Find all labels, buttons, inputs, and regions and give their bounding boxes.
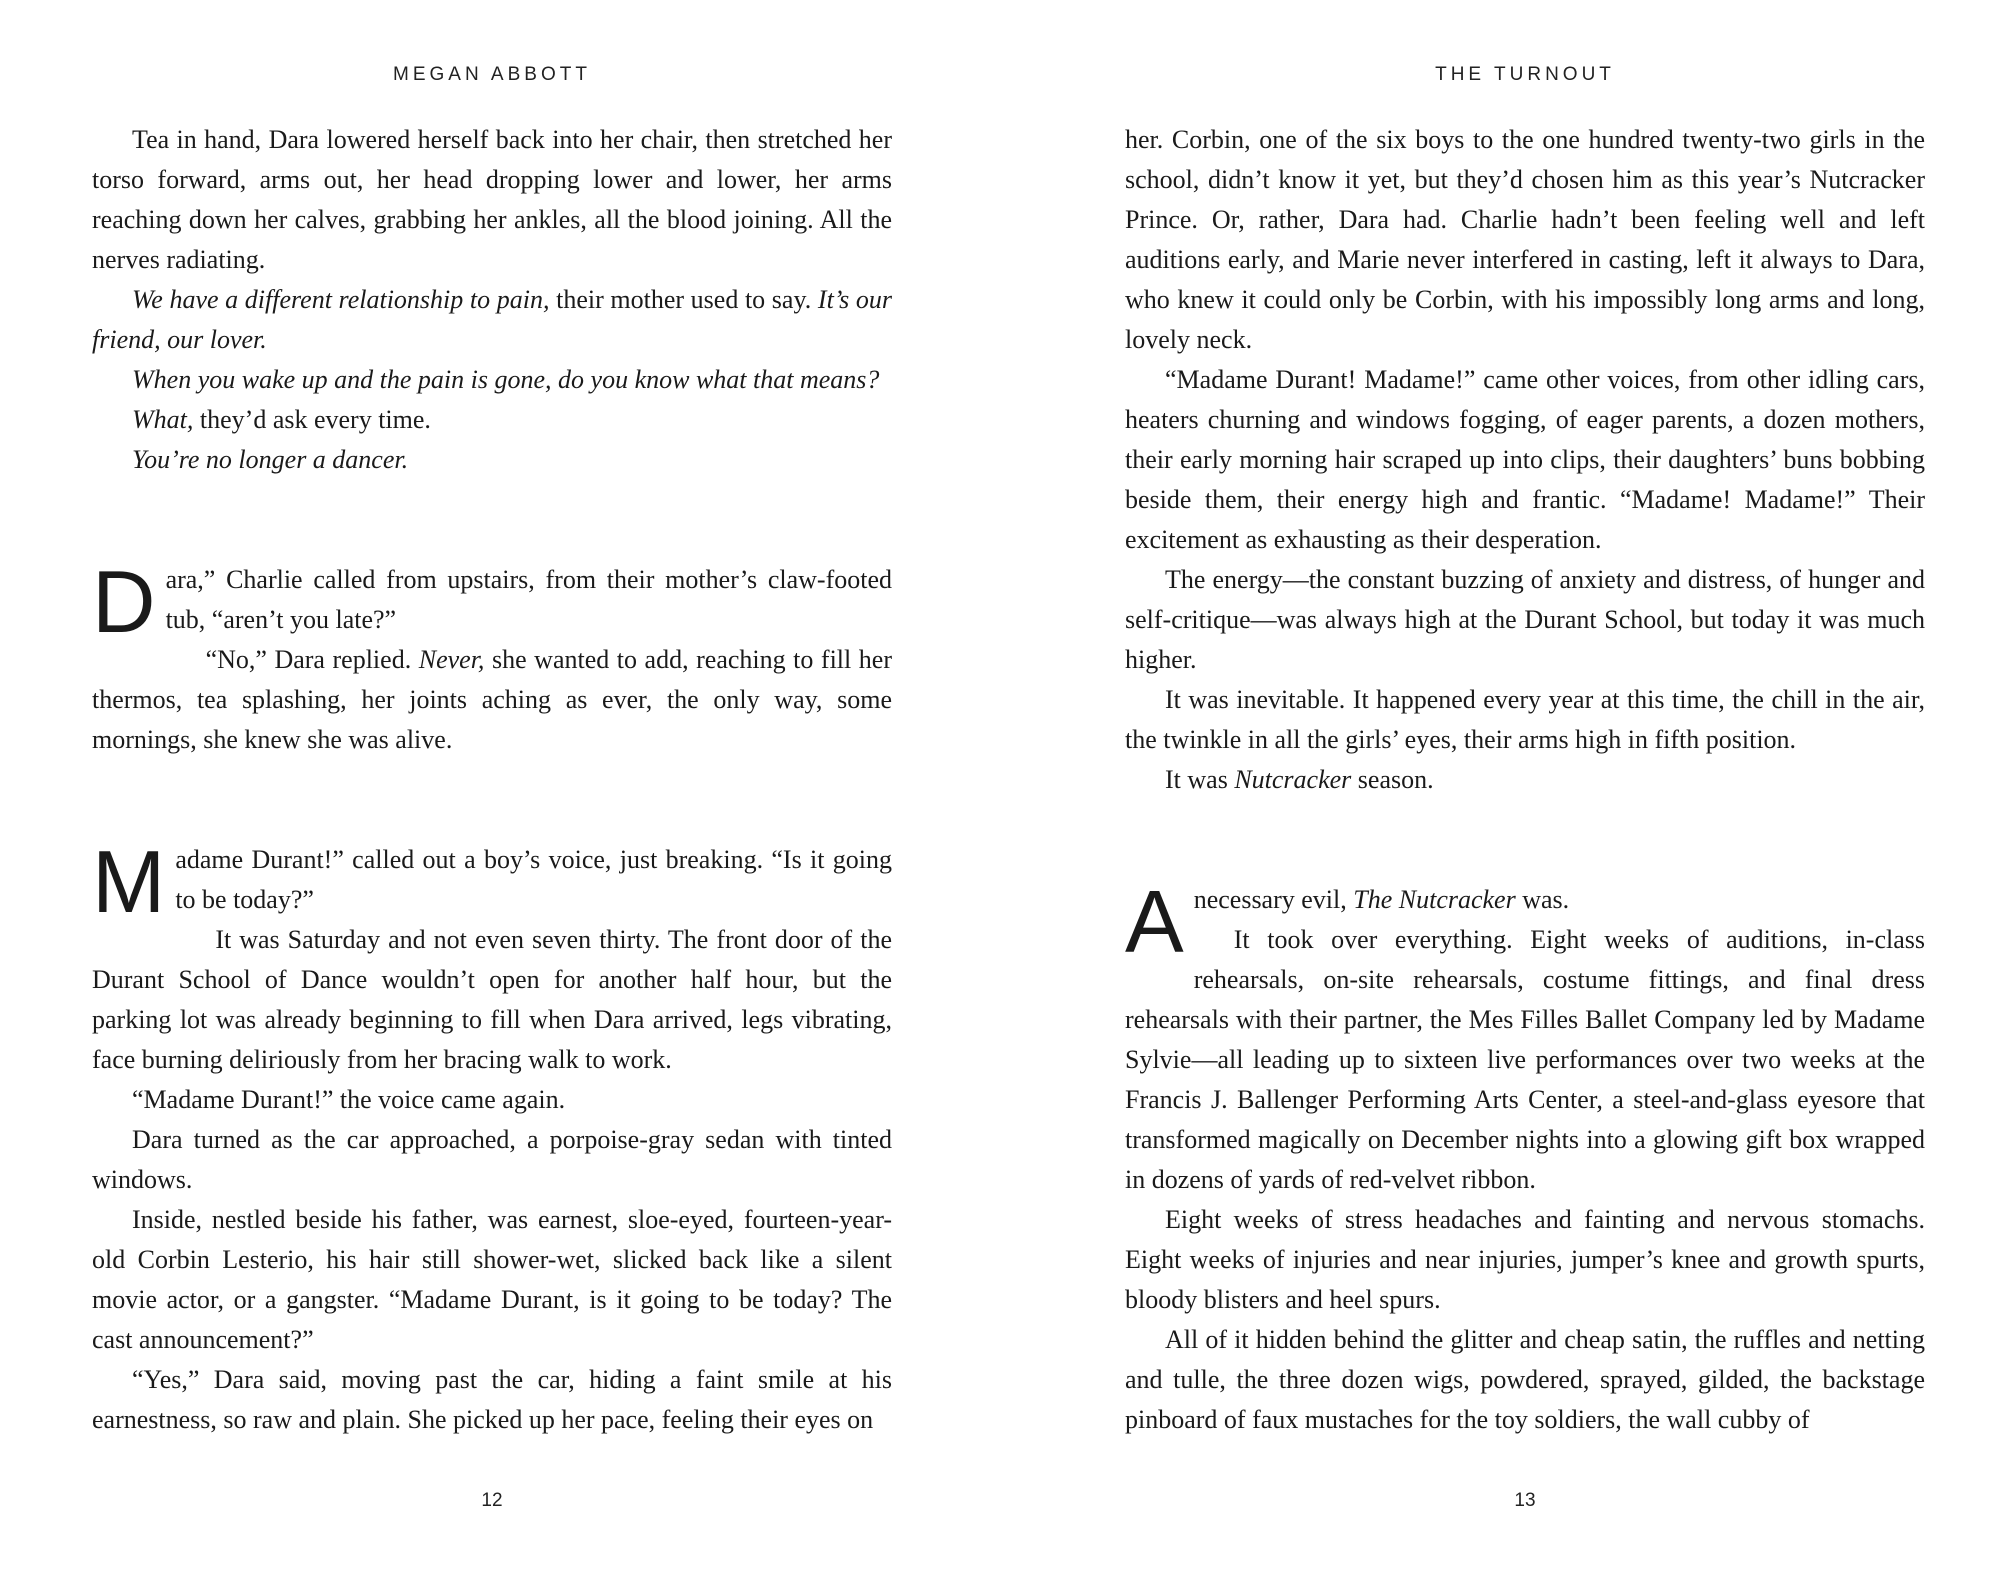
running-head-title: THE TURNOUT <box>1435 64 1615 85</box>
page-number: 13 <box>1514 1490 1536 1511</box>
right-page <box>1000 0 2000 1580</box>
text-run: they’d ask every time. <box>193 405 431 434</box>
text-run: It was <box>1165 765 1235 794</box>
paragraph-dropcap <box>92 832 892 931</box>
italic-text: What, <box>132 405 194 434</box>
section-break <box>1125 800 1925 880</box>
right-page-body <box>1125 120 1925 1440</box>
drop-cap: D <box>92 552 156 651</box>
paragraph <box>1125 760 1925 800</box>
paragraph: “Madame Durant! Madame!” came other voices, from other idling cars, heaters churning and windows fogging, of eager parents, a dozen mothers, their early morning hair scraped up into clips, their daughters’ buns bobbing beside them, their energy high and frantic. “Madame! Madame!” Their excitement as exhausting as their desperation. <box>1125 365 1925 554</box>
paragraph: her. Corbin, one of the six boys to the one hundred twenty-two girls in the school, didn’t know it yet, but they’d chosen him as this year’s Nutcracker Prince. Or, rather, Dara had. Charlie hadn’t been feeling well and left auditions early, and Marie never interfered in casting, left it always to Dara, who knew it could only be Corbin, with his impossibly long arms and long, lovely neck. <box>1125 125 1925 354</box>
italic-text: It’s our friend, our lover. <box>92 285 892 354</box>
italic-text: Never, <box>418 645 485 674</box>
page-number: 12 <box>481 1490 503 1511</box>
text-run: ara,” Charlie called from upstairs, from their mother’s claw-footed tub, “aren’t you late?” <box>165 565 892 634</box>
text-run: was. <box>1515 885 1570 914</box>
paragraph: “Madame Durant!” the voice came again. <box>132 1085 566 1114</box>
text-run: season. <box>1351 765 1434 794</box>
paragraph <box>92 440 892 480</box>
italic-text: You’re no longer a dancer. <box>132 445 409 474</box>
paragraph-dropcap <box>1125 872 1925 971</box>
text-run: necessary evil, <box>1193 885 1354 914</box>
text-run: she wanted to add, reaching to fill her thermos, tea splashing, her joints aching as ever, the only way, some mornings, she knew she was alive. <box>92 645 892 754</box>
text-run: “No,” Dara replied. <box>205 645 419 674</box>
paragraph: Dara turned as the car approached, a porpoise-gray sedan with tinted windows. <box>92 1125 892 1194</box>
drop-cap: M <box>92 832 166 931</box>
drop-cap: A <box>1125 872 1184 971</box>
paragraph: Inside, nestled beside his father, was earnest, sloe-eyed, fourteen-year-old Corbin Lesterio, his hair still shower-wet, slicked back like a silent movie actor, or a gangster. “Madame Durant, is it going to be today? The cast announcement?” <box>92 1205 892 1354</box>
paragraph <box>92 400 892 440</box>
italic-text: When you wake up and the pain is gone, do you know what that means? <box>132 365 880 394</box>
italic-text: The Nutcracker <box>1353 885 1516 914</box>
text-run: adame Durant!” called out a boy’s voice, just breaking. “Is it going to be today?” <box>175 845 892 914</box>
paragraph: Eight weeks of stress headaches and fainting and nervous stomachs. Eight weeks of injuries and near injuries, jumper’s knee and growth spurts, bloody blisters and heel spurs. <box>1125 1205 1925 1314</box>
italic-text: Nutcracker <box>1234 765 1352 794</box>
paragraph: All of it hidden behind the glitter and cheap satin, the ruffles and netting and tulle, the three dozen wigs, powdered, sprayed, gilded, the backstage pinboard of faux mustaches for the toy soldiers, the wall cubby of <box>1125 1325 1925 1434</box>
paragraph: It was inevitable. It happened every year at this time, the chill in the air, the twinkle in all the girls’ eyes, their arms high in fifth position. <box>1125 685 1925 754</box>
paragraph <box>92 360 892 400</box>
section-break <box>92 480 892 560</box>
text-run: their mother used to say. <box>549 285 818 314</box>
paragraph-dropcap <box>92 552 892 651</box>
section-break <box>92 760 892 840</box>
paragraph <box>92 280 892 360</box>
paragraph: “Yes,” Dara said, moving past the car, hiding a faint smile at his earnestness, so raw and plain. She picked up her pace, feeling their eyes on <box>92 1365 892 1434</box>
paragraph: Tea in hand, Dara lowered herself back into her chair, then stretched her torso forward, arms out, her head dropping lower and lower, her arms reaching down her calves, grabbing her ankles, all the blood joining. All the nerves radiating. <box>92 125 892 274</box>
running-head-author: MEGAN ABBOTT <box>393 64 591 85</box>
italic-text: We have a different relationship to pain, <box>132 285 550 314</box>
left-page-body <box>92 120 892 1440</box>
paragraph: It took over everything. Eight weeks of auditions, in-class rehearsals, on-site rehearsals, costume fittings, and final dress rehearsals with their partner, the Mes Filles Ballet Company led by Madame Sylvie—all leading up to sixteen live performances over two weeks at the Francis J. Ballenger Performing Arts Center, a steel-and-glass eyesore that transformed magically on December nights into a glowing gift box wrapped in dozens of yards of red-velvet ribbon. <box>1125 925 1925 1194</box>
paragraph <box>92 640 892 760</box>
paragraph: The energy—the constant buzzing of anxiety and distress, of hunger and self-critique—was always high at the Durant School, but today it was much higher. <box>1125 565 1925 674</box>
paragraph: It was Saturday and not even seven thirty. The front door of the Durant School of Dance wouldn’t open for another half hour, but the parking lot was already beginning to fill when Dara arrived, legs vibrating, face burning deliriously from her bracing walk to work. <box>92 925 892 1074</box>
